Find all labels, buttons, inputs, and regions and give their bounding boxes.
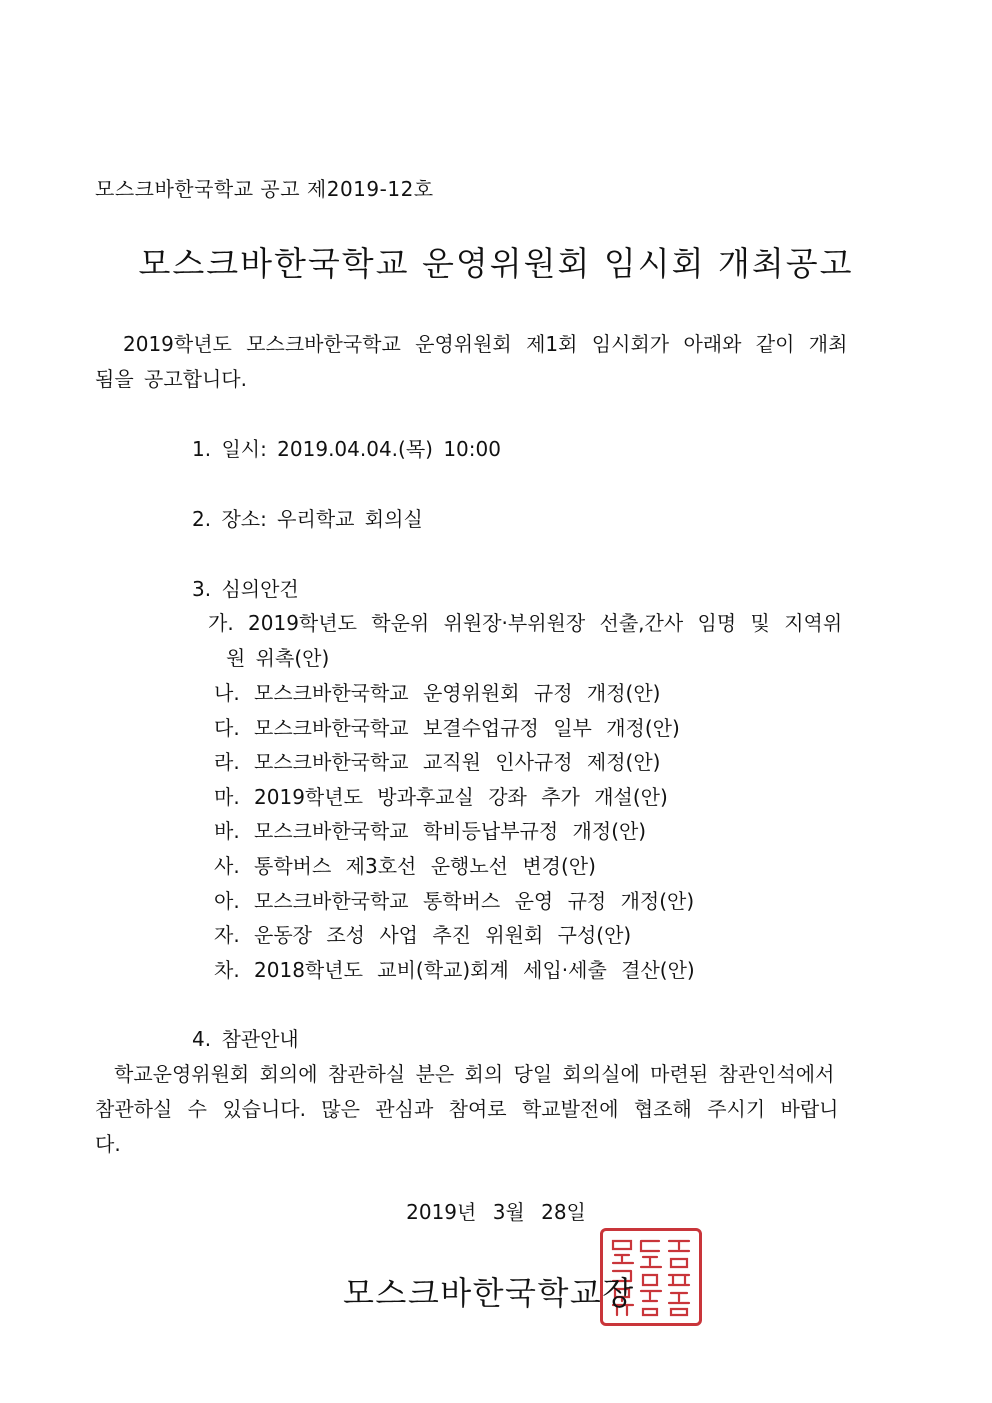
item-agenda-heading: 3. 심의안건 [192, 577, 299, 601]
item-attendance-heading: 4. 참관안내 [192, 1027, 299, 1051]
issue-date: 2019년 3월 28일 [406, 1200, 586, 1224]
agenda-item-ga-continued: 원 위촉(안) [226, 646, 330, 670]
agenda-item-da: 다. 모스크바한국학교 보결수업규정 일부 개정(안) [214, 716, 680, 740]
item-datetime: 1. 일시: 2019.04.04.(목) 10:00 [192, 437, 501, 461]
principal-signature: 모스크바한국학교장 [343, 1274, 635, 1312]
item-place: 2. 장소: 우리학교 회의실 [192, 507, 423, 531]
agenda-item-na: 나. 모스크바한국학교 운영위원회 규정 개정(안) [214, 681, 661, 705]
notice-number: 모스크바한국학교 공고 제2019-12호 [95, 177, 434, 201]
intro-text-line-2: 됨을 공고합니다. [95, 367, 247, 391]
agenda-item-ba: 바. 모스크바한국학교 학비등납부규정 개정(안) [214, 819, 647, 843]
page-title: 모스크바한국학교 운영위원회 임시회 개최공고 [138, 244, 854, 283]
agenda-item-sa: 사. 통학버스 제3호선 운행노선 변경(안) [214, 854, 596, 878]
attendance-text-line-3: 다. [95, 1132, 121, 1156]
agenda-item-a: 아. 모스크바한국학교 통학버스 운영 규정 개정(안) [214, 889, 695, 913]
agenda-item-ra: 라. 모스크바한국학교 교직원 인사규정 제정(안) [214, 750, 661, 774]
agenda-item-ma: 마. 2019학년도 방과후교실 강좌 추가 개설(안) [214, 785, 668, 809]
attendance-text-line-2: 참관하실 수 있습니다. 많은 관심과 참여로 학교발전에 협조해 주시기 바랍니 [95, 1097, 839, 1121]
intro-text-line-1: 2019학년도 모스크바한국학교 운영위원회 제1회 임시회가 아래와 같이 개최 [123, 332, 848, 356]
agenda-item-ga: 가. 2019학년도 학운위 위원장·부위원장 선출,간사 임명 및 지역위 [208, 611, 843, 635]
attendance-text-line-1: 학교운영위원회 회의에 참관하실 분은 회의 당일 회의실에 마련된 참관인석에서 [114, 1062, 835, 1086]
agenda-item-ja: 자. 운동장 조성 사업 추진 위원회 구성(안) [214, 923, 632, 947]
agenda-item-cha: 차. 2018학년도 교비(학교)회계 세입·세출 결산(안) [214, 958, 695, 982]
